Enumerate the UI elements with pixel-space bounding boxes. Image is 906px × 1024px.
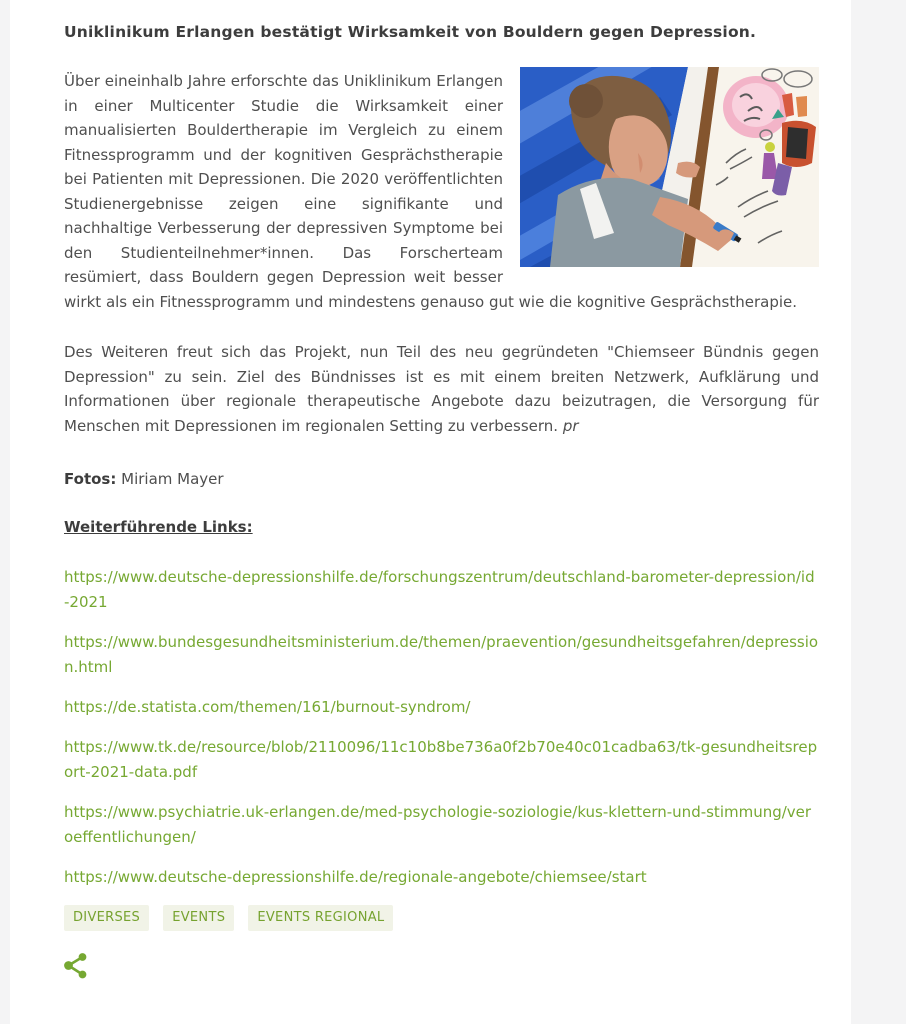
author-initials: pr bbox=[562, 416, 579, 435]
link-item bbox=[64, 800, 819, 850]
share-button[interactable] bbox=[64, 952, 88, 980]
tag-events[interactable]: EVENTS bbox=[163, 905, 234, 931]
external-link-tk-report[interactable]: https://www.tk.de/resource/blob/2110096/11c10b8be736a0f2b70e40c01cadba63/tk-gesundheitsreport-2021-data.pdf bbox=[64, 738, 818, 782]
link-item bbox=[64, 735, 819, 785]
article-photo bbox=[520, 67, 819, 267]
link-item bbox=[64, 695, 819, 720]
link-item bbox=[64, 865, 819, 890]
article-paragraph-2 bbox=[64, 340, 819, 438]
link-item bbox=[64, 630, 819, 680]
external-link-psychiatrie-erlangen[interactable]: https://www.psychiatrie.uk-erlangen.de/med-psychologie-soziologie/kus-klettern-und-stimmung/veroeffentlichungen/ bbox=[64, 803, 812, 847]
photo-credit-value: Miriam Mayer bbox=[121, 470, 224, 489]
article-headline: Uniklinikum Erlangen bestätigt Wirksamkeit von Bouldern gegen Depression. bbox=[64, 23, 757, 41]
external-link-bundesgesundheitsministerium[interactable]: https://www.bundesgesundheitsministerium.de/themen/praevention/gesundheitsgefahren/depression.html bbox=[64, 633, 819, 677]
share-icon bbox=[64, 952, 88, 980]
tag-events-regional[interactable]: EVENTS REGIONAL bbox=[248, 905, 393, 931]
links-heading: Weiterführende Links: bbox=[64, 517, 253, 536]
photo-illustration bbox=[520, 67, 819, 267]
tag-diverses[interactable]: DIVERSES bbox=[64, 905, 149, 931]
external-link-depressionshilfe-barometer[interactable]: https://www.deutsche-depressionshilfe.de/forschungszentrum/deutschland-barometer-depression/id-2021 bbox=[64, 568, 815, 612]
paragraph-1-text: Über eineinhalb Jahre erforschte das Uniklinikum Erlangen in einer Multicenter Studie die Wirksamkeit einer manualisierten Bouldertherapie im Vergleich zu einem Fitnessprogramm und der kognitiven Gesprächstherapie bei Patienten mit Depressionen. Die 2020 veröffentlichten Studienergebnisse zeigen eine signifikante und nachhaltige Verbesserung der depressiven Symptome bei den Studienteilnehmer*innen. Das Forscherteam resümiert, dass Bouldern gegen Depression weit besser wirkt als ein Fitnessprogramm und mindestens genauso gut wie die kognitive Gesprächstherapie. bbox=[64, 72, 798, 311]
external-link-statista[interactable]: https://de.statista.com/themen/161/burnout-syndrom/ bbox=[64, 698, 471, 717]
article-page bbox=[10, 0, 851, 1024]
photo-credit bbox=[64, 467, 819, 492]
external-link-depressionshilfe-chiemsee[interactable]: https://www.deutsche-depressionshilfe.de/regionale-angebote/chiemsee/start bbox=[64, 868, 647, 887]
tags-row bbox=[64, 905, 819, 931]
article-paragraph-1 bbox=[64, 69, 819, 314]
photo-credit-label: Fotos: bbox=[64, 470, 117, 489]
paragraph-2-text: Des Weiteren freut sich das Projekt, nun Teil des neu gegründeten "Chiemseer Bündnis gegen Depression" zu sein. Ziel des Bündnisses ist es mit einem breiten Netzwerk, Aufklärung und Informationen über regionale therapeutische Angebote dazu beizutragen, die Versorgung für Menschen mit Depressionen im regionalen Setting zu verbessern. bbox=[64, 343, 819, 435]
link-item bbox=[64, 565, 819, 615]
share-row bbox=[64, 952, 819, 984]
